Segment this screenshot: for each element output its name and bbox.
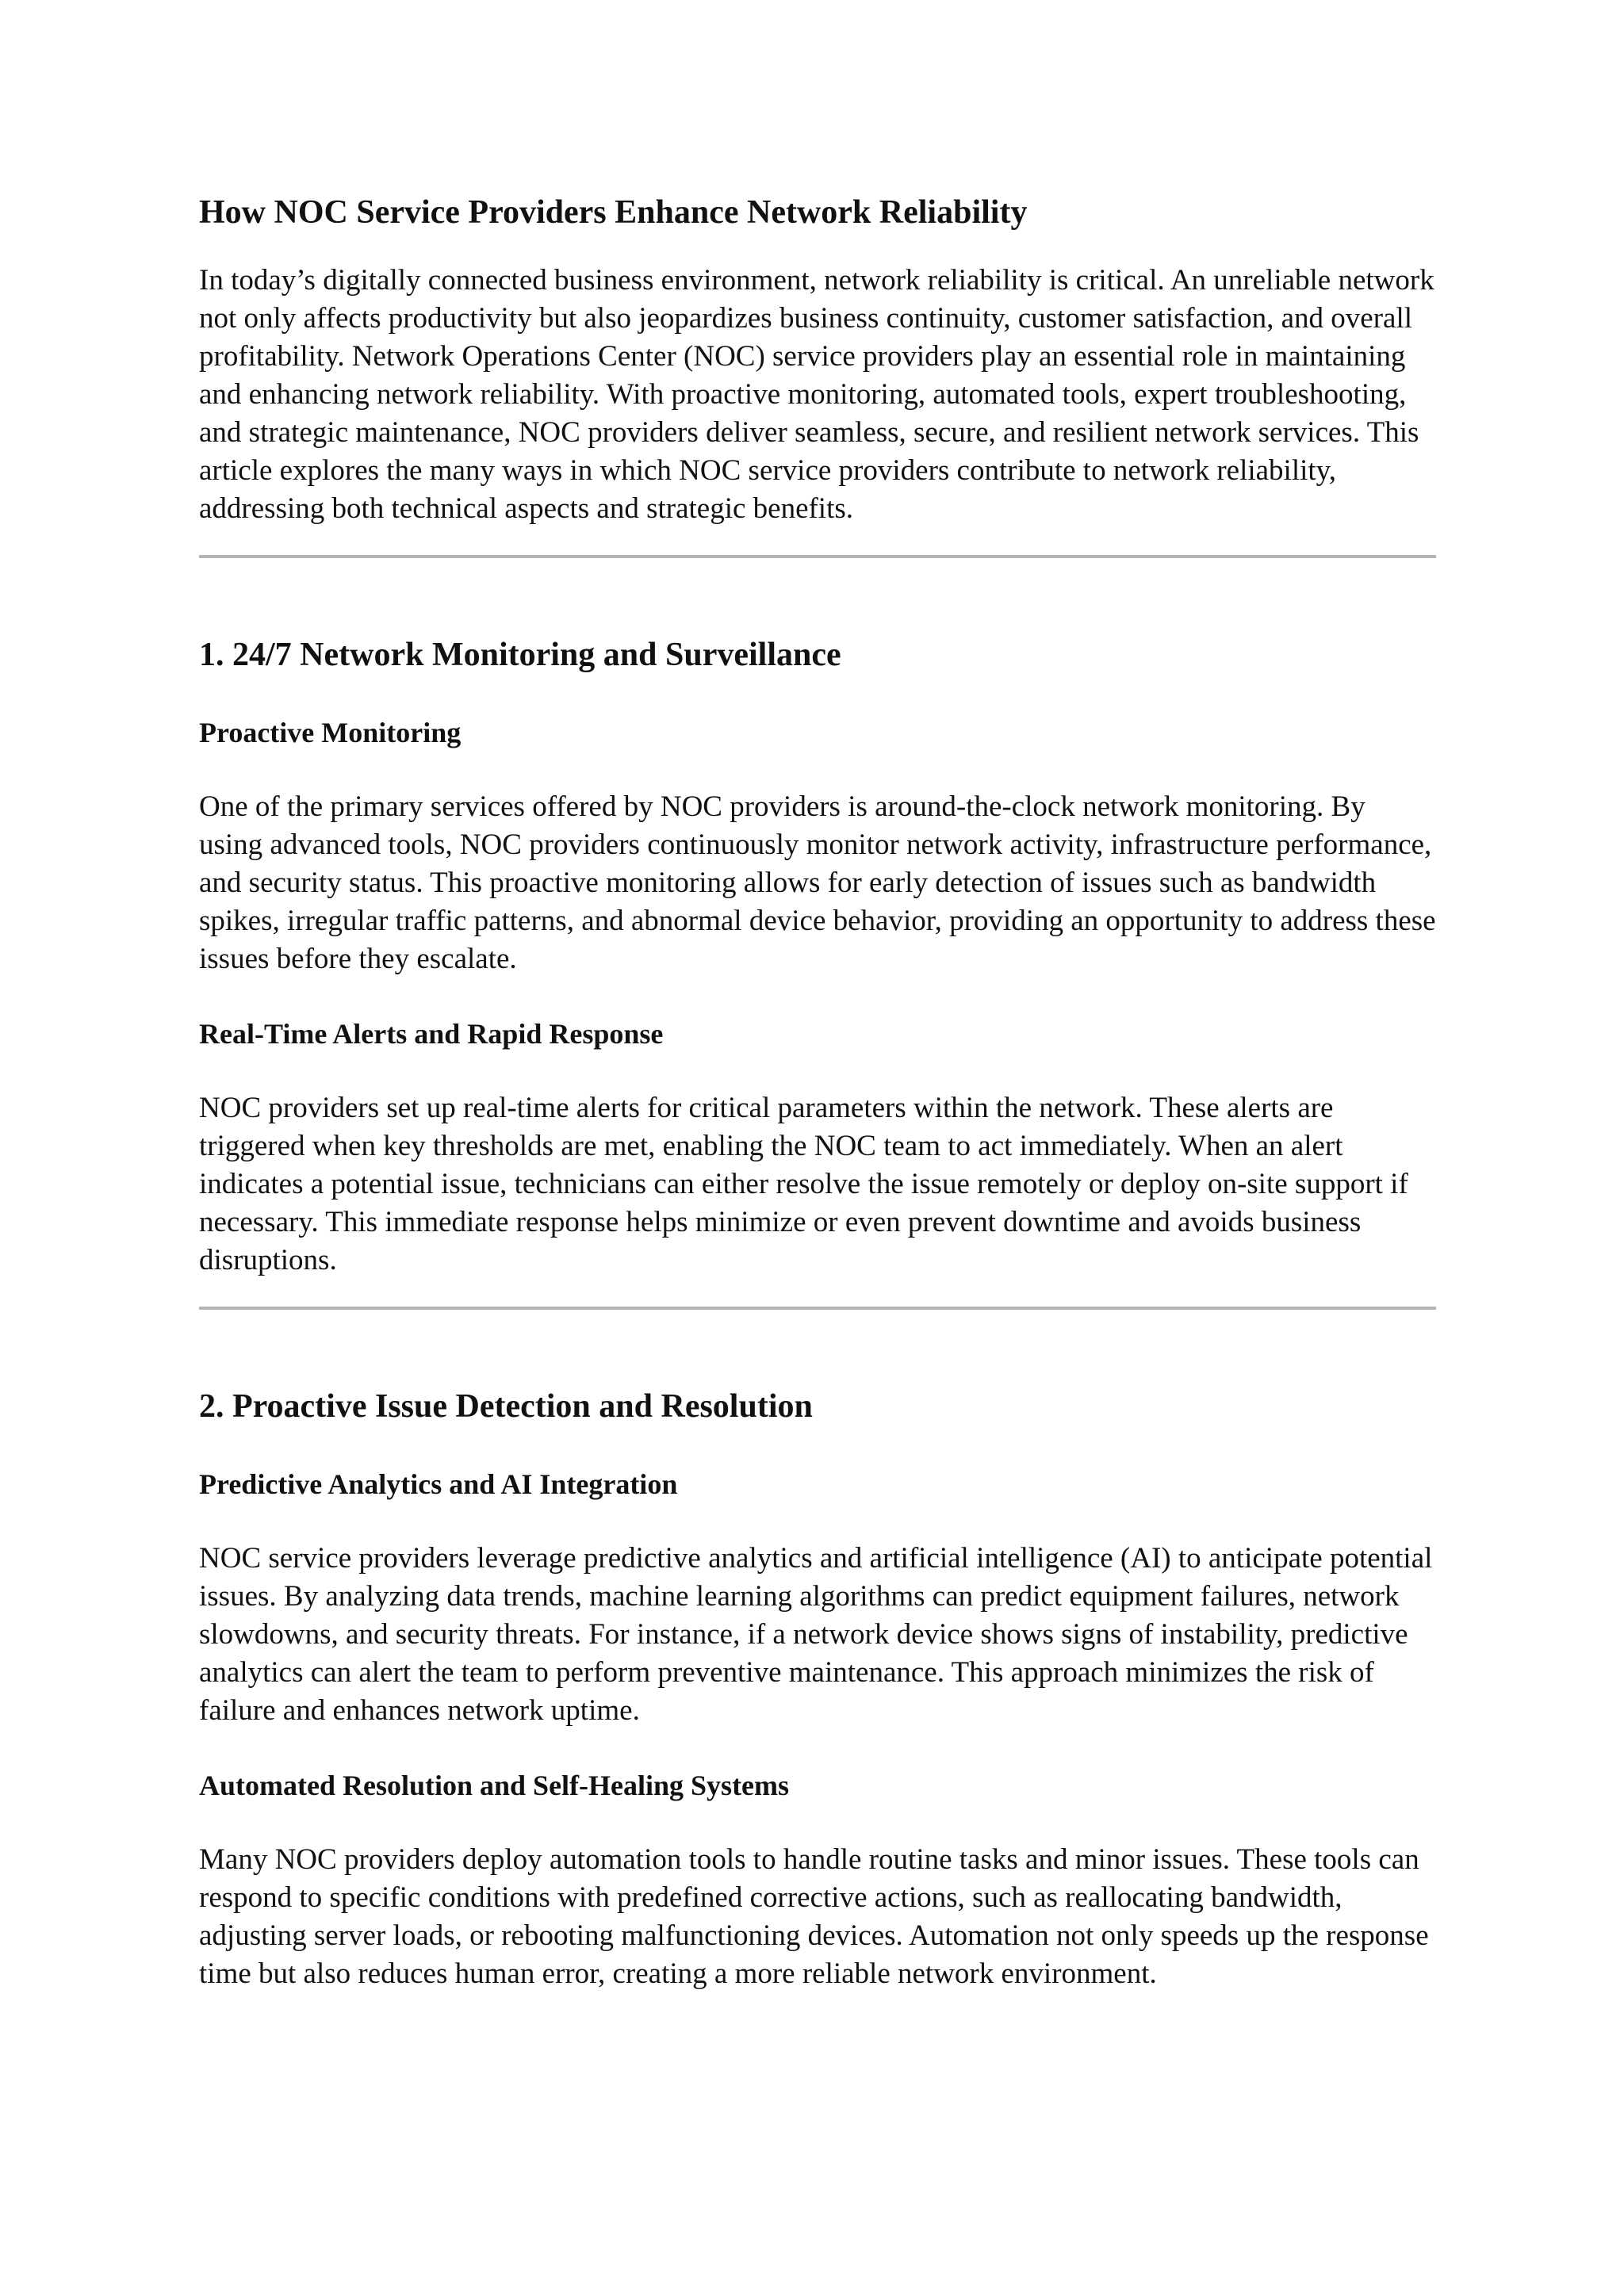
- body-paragraph: NOC providers set up real-time alerts for critical parameters within the network. These alerts are triggered when key thresholds are met, enabling the NOC team to act immediately. When an alert indicates a potential issue, technicians can either resolve the issue remotely or deploy on-site support if necessary. This immediate response helps minimize or even prevent downtime and avoids business disruptions.: [199, 1092, 1408, 1276]
- body-paragraph: Many NOC providers deploy automation tools to handle routine tasks and minor issues. These tools can respond to specific conditions with predefined corrective actions, such as reallocating bandwidth, adjusting server loads, or rebooting malfunctioning devices. Automation not only speeds up the response time but also reduces human error, creating a more reliable network environment.: [199, 1843, 1429, 1990]
- section-monitoring: [199, 633, 1436, 1280]
- subsection-heading: Predictive Analytics and AI Integration: [199, 1468, 678, 1500]
- subsection-heading: Real-Time Alerts and Rapid Response: [199, 1018, 664, 1050]
- section-divider: [199, 1307, 1436, 1310]
- subsection-heading: Automated Resolution and Self-Healing Systems: [199, 1770, 790, 1801]
- section-divider: [199, 555, 1436, 558]
- document-title: How NOC Service Providers Enhance Network Reliability: [199, 194, 1028, 231]
- document-page: [199, 190, 1436, 2030]
- section-issue-detection: [199, 1384, 1436, 1993]
- intro-paragraph: In today’s digitally connected business environment, network reliability is critical. An unreliable network not only affects productivity but also jeopardizes business continuity, customer satisfaction, and overall profitability. Network Operations Center (NOC) service providers play an essential role in maintaining and enhancing network reliability. With proactive monitoring, automated tools, expert troubleshooting, and strategic maintenance, NOC providers deliver seamless, secure, and resilient network services. This article explores the many ways in which NOC service providers contribute to network reliability, addressing both technical aspects and strategic benefits.: [199, 264, 1434, 525]
- body-paragraph: One of the primary services offered by NOC providers is around-the-clock network monitoring. By using advanced tools, NOC providers continuously monitor network activity, infrastructure performance, and security status. This proactive monitoring allows for early detection of issues such as bandwidth spikes, irregular traffic patterns, and abnormal device behavior, providing an opportunity to address these issues before they escalate.: [199, 790, 1436, 975]
- section-heading: 2. Proactive Issue Detection and Resolution: [199, 1388, 813, 1425]
- section-heading: 1. 24/7 Network Monitoring and Surveillance: [199, 637, 841, 673]
- body-paragraph: NOC service providers leverage predictive analytics and artificial intelligence (AI) to anticipate potential issues. By analyzing data trends, machine learning algorithms can predict equipment failures, network slowdowns, and security threats. For instance, if a network device shows signs of instability, predictive analytics can alert the team to perform preventive maintenance. This approach minimizes the risk of failure and enhances network uptime.: [199, 1542, 1433, 1727]
- subsection-heading: Proactive Monitoring: [199, 717, 462, 748]
